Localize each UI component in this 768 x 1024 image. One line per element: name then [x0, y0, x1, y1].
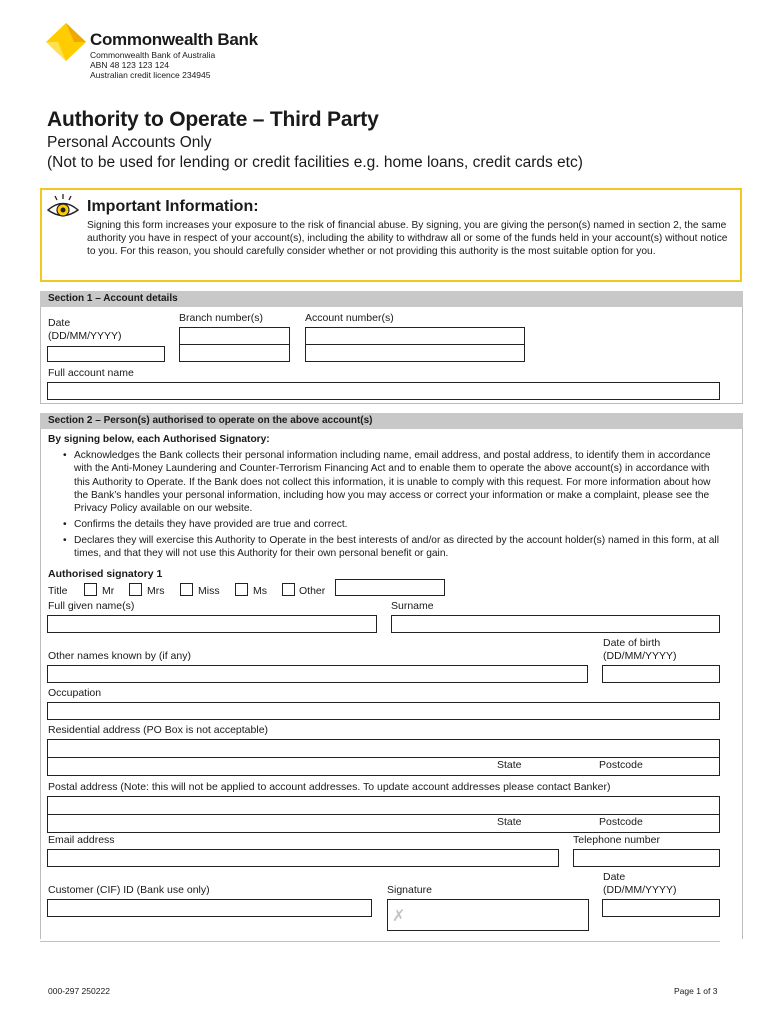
- section1-header: Section 1 – Account details: [40, 291, 743, 307]
- res-address-divider: [47, 757, 720, 758]
- title-miss-label: Miss: [198, 585, 220, 597]
- postal-state-label: State: [497, 816, 522, 828]
- s2-bullet-3: • Declares they will exercise this Authority to Operate in the best interests of and/or as directed by the account holder(s) named in this form, at all times, and that they will not use this Authority for their own personal benefit or gain.: [61, 534, 721, 561]
- title-label: Title: [48, 585, 68, 597]
- s1-branch-label: Branch number(s): [179, 312, 264, 324]
- s1-account-label: Account number(s): [305, 312, 394, 324]
- postal-address-label: Postal address (Note: this will not be applied to account addresses. To update account addresses please contact Banker): [48, 781, 611, 793]
- title-mrs-label: Mrs: [147, 585, 165, 597]
- page-title: Authority to Operate – Third Party: [47, 108, 379, 131]
- s2-date-label: Date: [603, 871, 626, 883]
- occupation-field[interactable]: [47, 702, 720, 720]
- page-subtitle-2: (Not to be used for lending or credit facilities e.g. home loans, credit cards etc): [47, 154, 583, 171]
- s2-intro: By signing below, each Authorised Signatory:: [48, 434, 270, 445]
- email-label: Email address: [48, 834, 115, 846]
- cif-label: Customer (CIF) ID (Bank use only): [48, 884, 210, 896]
- s2-date-field[interactable]: [602, 899, 720, 917]
- title-other-checkbox[interactable]: [282, 583, 295, 596]
- cif-field[interactable]: [47, 899, 372, 917]
- s2-bullet-2: • Confirms the details they have provided are true and correct.: [61, 518, 721, 531]
- surname-label: Surname: [391, 600, 434, 612]
- surname-field[interactable]: [391, 615, 720, 633]
- title-mr-checkbox[interactable]: [84, 583, 97, 596]
- signature-label: Signature: [387, 884, 432, 896]
- title-ms-label: Ms: [253, 585, 267, 597]
- other-names-label: Other names known by (if any): [48, 650, 191, 662]
- s1-date-format: (DD/MM/YYYY): [48, 330, 122, 342]
- given-names-label: Full given name(s): [48, 600, 135, 612]
- res-postcode-label: Postcode: [599, 759, 643, 771]
- s1-account-field-2[interactable]: [305, 344, 525, 362]
- s2-bullet-list: [61, 449, 721, 563]
- eye-icon: [46, 193, 80, 221]
- dob-field[interactable]: [602, 665, 720, 683]
- s1-branch-field-2[interactable]: [179, 344, 290, 362]
- res-state-label: State: [497, 759, 522, 771]
- section-end-rule: [40, 941, 720, 942]
- other-names-field[interactable]: [47, 665, 588, 683]
- title-miss-checkbox[interactable]: [180, 583, 193, 596]
- res-address-label: Residential address (PO Box is not acceptable): [48, 724, 269, 736]
- given-names-field[interactable]: [47, 615, 377, 633]
- signature-field[interactable]: [387, 899, 589, 931]
- s1-branch-field-1[interactable]: [179, 327, 290, 345]
- important-heading: Important Information:: [87, 198, 259, 215]
- phone-label: Telephone number: [573, 834, 660, 846]
- signatory-heading: Authorised signatory 1: [48, 568, 163, 580]
- phone-field[interactable]: [573, 849, 720, 867]
- postal-address-divider: [47, 814, 720, 815]
- s1-full-name-label: Full account name: [48, 367, 134, 379]
- s1-full-name-field[interactable]: [47, 382, 720, 400]
- brand-name: Commonwealth Bank: [90, 30, 258, 49]
- footer-form-code: 000-297 250222: [48, 986, 110, 996]
- postal-postcode-label: Postcode: [599, 816, 643, 828]
- occupation-label: Occupation: [48, 687, 102, 699]
- important-body: Signing this form increases your exposure to the risk of financial abuse. By signing, you are giving the person(s) named in section 2, the same authority you have in respect of your account(s), including the ability to withdraw all or some of the funds held in your account(s) without notice to you. For this reason, you should carefully consider whether or not providing this authority is the most suitable option for you.: [87, 220, 728, 257]
- title-mr-label: Mr: [102, 585, 115, 597]
- dob-label: Date of birth: [603, 637, 661, 649]
- section2-header: Section 2 – Person(s) authorised to operate on the above account(s): [40, 413, 743, 429]
- s1-date-field[interactable]: [47, 346, 165, 362]
- title-other-label: Other: [299, 585, 326, 597]
- title-mrs-checkbox[interactable]: [129, 583, 142, 596]
- email-field[interactable]: [47, 849, 559, 867]
- footer-page-number: Page 1 of 3: [674, 986, 718, 996]
- dob-format: (DD/MM/YYYY): [603, 650, 677, 662]
- page-subtitle-1: Personal Accounts Only: [47, 134, 212, 151]
- s1-date-label: Date: [48, 317, 71, 329]
- brand-licence: Australian credit licence 234945: [90, 70, 211, 80]
- s2-date-format: (DD/MM/YYYY): [603, 884, 677, 896]
- cba-diamond-logo-icon: [46, 23, 86, 61]
- brand-entity: Commonwealth Bank of Australia: [90, 50, 216, 60]
- s1-account-field-1[interactable]: [305, 327, 525, 345]
- title-ms-checkbox[interactable]: [235, 583, 248, 596]
- s2-bullet-1: • Acknowledges the Bank collects their personal information including name, email address, and postal address, to identify them in accordance with the Anti-Money Laundering and Counter-Terrorism Financing Act and to enable them to operate the above account(s) in accordance with this Authority to Operate. If the Bank does not collect this information, it is unable to comply with this request. For more information about how the Bank’s handles your personal information, including how you may access or correct your information or make a complaint, please see the Privacy Policy available on our website.: [61, 449, 721, 515]
- title-other-field[interactable]: [335, 579, 445, 596]
- signature-mark-icon: ✗: [392, 908, 406, 925]
- brand-abn: ABN 48 123 123 124: [90, 60, 169, 70]
